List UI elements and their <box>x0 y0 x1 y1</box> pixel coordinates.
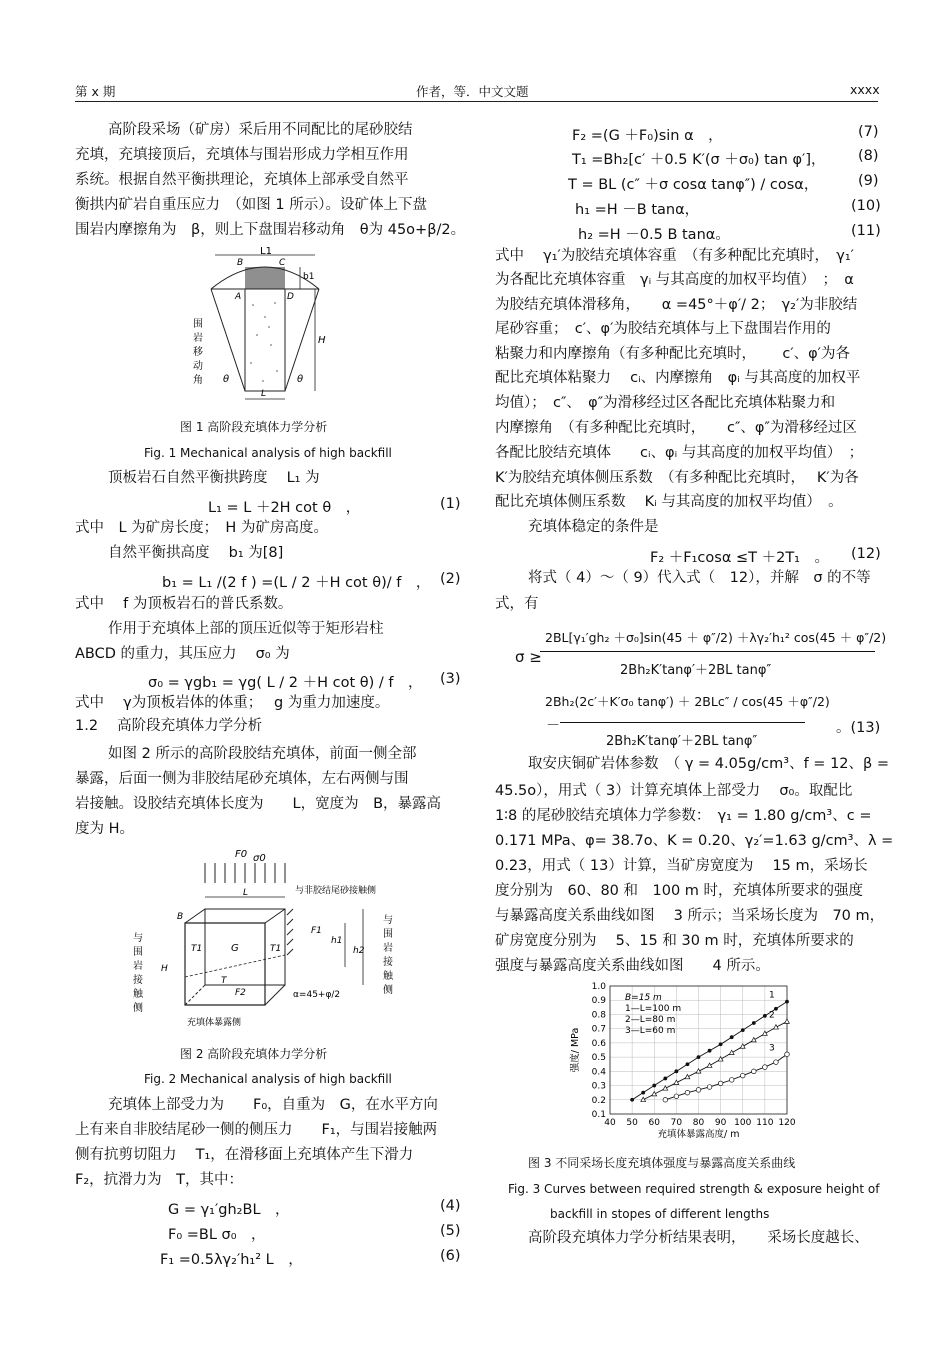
svg-text:触: 触 <box>133 989 143 1000</box>
paragraph-line: F₂，抗滑力为 T，其中： <box>75 1172 244 1188</box>
equation-5-number: (5) <box>440 1223 461 1239</box>
eq13-denominator-2: 2Bh₂K′tanφ′＋2BL tanφ″ <box>606 734 758 749</box>
paragraph-line: ABCD 的重力，其压应力 σ₀ 为 <box>75 646 290 662</box>
paragraph-line: 为胶结充填体滑移角， α =45°＋φ′/ 2； γ₂′为非胶结 <box>495 297 858 313</box>
label-H: H <box>318 335 326 346</box>
x-tick-label: 70 <box>670 1118 683 1128</box>
paragraph-line: 上有来自非胶结尾砂一侧的侧压力 F₁，与围岩接触两 <box>75 1122 438 1138</box>
legend-entry: B=15 m <box>625 993 662 1003</box>
paragraph-line: 各配比胶结充填体 cᵢ、φᵢ 与其高度的加权平均值） ； <box>495 445 864 461</box>
equation-1: L₁ = L ＋2H cot θ ， <box>208 500 361 516</box>
y-tick-label: 0.4 <box>591 1067 606 1078</box>
equation-7: F₂ =(G ＋F₀)sin α ， <box>572 128 723 144</box>
data-point <box>785 1019 790 1023</box>
x-tick-label: 110 <box>756 1118 774 1128</box>
equation-9: T = BL (c″ ＋σ cosα tanφ″) / cosα， <box>568 177 819 193</box>
label-H: H <box>161 964 168 974</box>
label-L1: L1 <box>260 246 272 257</box>
label-B: B <box>177 912 184 922</box>
paragraph-line: 尾砂容重； c′、φ′为胶结充填体与上下盘围岩作用的 <box>495 321 831 337</box>
figure-1-caption-en: Fig. 1 Mechanical analysis of high backfill <box>144 446 392 460</box>
label-F1: F1 <box>311 926 322 936</box>
paragraph-line: 45.5o），用式（ 3）计算充填体上部受力 σ₀。取配比 <box>495 783 853 799</box>
label-side-text <box>193 318 203 386</box>
slip-plane <box>185 955 285 977</box>
data-point <box>729 1050 734 1054</box>
legend-entry: 3—L=60 m <box>625 1026 676 1036</box>
label-G: G <box>231 943 239 954</box>
equation-11: h₂ =H －0.5 B tanα。 <box>578 227 730 243</box>
svg-text:围: 围 <box>193 319 203 330</box>
svg-text:触: 触 <box>383 971 393 982</box>
paragraph-line: 强度与暴露高度关系曲线如图 4 所示。 <box>495 958 770 974</box>
label-right-side <box>383 913 394 996</box>
data-point <box>707 1063 712 1067</box>
label-L: L <box>261 389 267 399</box>
header-right: xxxx <box>850 82 880 97</box>
figure-3-chart <box>555 978 805 1146</box>
label-A: A <box>235 292 242 302</box>
label-L: L <box>243 888 249 898</box>
eq13-fraction-bar-1 <box>540 651 875 652</box>
data-point <box>729 1078 734 1083</box>
equation-4: G = γ₁′gh₂BL ， <box>168 1202 290 1218</box>
svg-text:岩: 岩 <box>133 961 143 972</box>
svg-text:与: 与 <box>133 933 143 944</box>
svg-text:接: 接 <box>383 957 393 968</box>
eq13-numerator-1: 2BL[γ₁′gh₂ ＋σ₀]sin(45 ＋ φ″/2) ＋λγ₂′h₁² cos(45 ＋ φ″/2) <box>545 630 887 645</box>
equation-8-number: (8) <box>858 148 879 164</box>
data-point <box>718 1081 723 1086</box>
header-rule <box>75 101 878 102</box>
data-point <box>763 1065 768 1070</box>
paragraph-line: K′为胶结充填体侧压系数 （有多种配比充填时， K′为各 <box>495 470 859 486</box>
paragraph-line: 0.23，用式（ 13）计算，当矿房宽度为 15 m，采场长 <box>495 858 868 874</box>
paragraph-line: 衡拱内矿岩自重压应力 （如图 1 所示）。设矿体上下盘 <box>75 197 427 213</box>
figure-2-diagram <box>125 845 415 1033</box>
data-point <box>752 1069 757 1074</box>
equation-6-number: (6) <box>440 1248 461 1264</box>
backfill-column <box>245 289 285 391</box>
paragraph-line: 高阶段采场（矿房）采后用不同配比的尾砂胶结 <box>108 122 413 138</box>
label-F0: F0 <box>235 849 248 860</box>
paragraph-line: 取安庆铜矿岩体参数 （ γ = 4.05g/cm³、f = 12、β = <box>528 756 890 772</box>
legend-entry: 1—L=100 m <box>625 1004 682 1014</box>
data-point <box>674 1069 678 1073</box>
data-point <box>663 1097 668 1102</box>
paragraph-line: 侧有抗剪切阻力 T₁，在滑移面上充填体产生下滑力 <box>75 1147 414 1163</box>
data-point <box>740 1073 745 1078</box>
y-tick-label: 0.3 <box>591 1081 606 1092</box>
paragraph-line: 为各配比充填体容重 γᵢ 与其高度的加权平均值） ； α <box>495 272 854 288</box>
data-point <box>708 1049 712 1053</box>
svg-text:岩: 岩 <box>193 333 203 344</box>
series-label: 2 <box>769 1010 775 1021</box>
data-point <box>741 1028 745 1032</box>
paragraph-line: 如图 2 所示的高阶段胶结充填体，前面一侧全部 <box>108 746 417 762</box>
paragraph-line: 暴露，后面一侧为非胶结尾砂充填体，左右两侧与围 <box>75 771 409 787</box>
svg-text:岩: 岩 <box>383 943 393 954</box>
eq13-minus: － <box>546 718 560 734</box>
data-point <box>630 1098 634 1102</box>
data-point <box>696 1088 701 1093</box>
x-tick-label: 120 <box>778 1118 796 1128</box>
label-b1: b1 <box>303 272 315 282</box>
series-label: 3 <box>769 1043 775 1054</box>
data-point <box>663 1077 667 1081</box>
paragraph-line: 式中 γ₁′为胶结充填体容重 （有多种配比充填时， γ₁′ <box>495 248 854 264</box>
data-point <box>785 1052 790 1057</box>
series-line-3 <box>665 1054 787 1100</box>
equation-1-number: (1) <box>440 496 461 512</box>
svg-text:围: 围 <box>383 929 393 940</box>
label-h1: h1 <box>331 936 343 946</box>
data-point <box>740 1044 745 1048</box>
y-tick-label: 0.9 <box>591 996 606 1007</box>
label-T1-left: T1 <box>191 944 203 954</box>
svg-text:动: 动 <box>193 361 203 372</box>
section-heading: 1.2 高阶段充填体力学分析 <box>75 718 263 734</box>
paragraph-line: 将式（ 4）～（ 9）代入式（ 12），并解 σ 的不等 <box>528 570 871 586</box>
data-point <box>719 1042 723 1046</box>
load-arrows <box>205 863 285 883</box>
data-point <box>774 1060 779 1065</box>
paragraph-line: 高阶段充填体力学分析结果表明， 采场长度越长、 <box>528 1230 869 1246</box>
paragraph-line: 度分别为 60、80 和 100 m 时，充填体所要求的强度 <box>495 883 864 899</box>
data-point <box>707 1085 712 1090</box>
equation-10-number: (10) <box>851 198 881 214</box>
eq13-sigma: σ ≥ <box>515 648 542 666</box>
label-bottom-side: 充填体暴露侧 <box>187 1018 242 1028</box>
paragraph-line: 矿房宽度分别为 5、15 和 30 m 时，充填体所要求的 <box>495 933 854 949</box>
paragraph-line: 配比充填体粘聚力 cᵢ、内摩擦角 φᵢ 与其高度的加权平 <box>495 370 861 386</box>
label-F2: F2 <box>235 988 246 998</box>
label-D: D <box>287 292 294 302</box>
figure-3-caption-en-2: backfill in stopes of different lengths <box>550 1207 770 1221</box>
label-theta-right: θ <box>297 374 304 385</box>
paragraph-line: 式中 f 为顶板岩石的普氏系数。 <box>75 596 293 612</box>
data-point <box>686 1062 690 1066</box>
label-top-side: 与非胶结尾砂接触侧 <box>295 886 377 896</box>
y-tick-label: 0.1 <box>591 1110 606 1120</box>
header-issue: 第 x 期 <box>75 84 116 99</box>
y-tick-label: 0.2 <box>591 1095 606 1106</box>
x-tick-label: 90 <box>714 1118 727 1128</box>
paragraph-line: 式中 L 为矿房长度； H 为矿房高度。 <box>75 520 328 536</box>
figure-3-caption-cn: 图 3 不同采场长度充填体强度与暴露高度关系曲线 <box>528 1156 796 1170</box>
x-tick-label: 80 <box>692 1118 705 1128</box>
paragraph-line: 与暴露高度关系曲线如图 3 所示；当采场长度为 70 m， <box>495 908 885 924</box>
equation-7-number: (7) <box>858 124 879 140</box>
series-label: 1 <box>769 990 775 1001</box>
paragraph-line: 自然平衡拱高度 b₁ 为[8] <box>108 545 284 561</box>
paragraph-line: 充填体上部受力为 F₀，自重为 G，在水平方向 <box>108 1097 438 1113</box>
equation-5: F₀ =BL σ₀ ， <box>168 1227 266 1243</box>
data-point <box>730 1035 734 1039</box>
figure-2-caption-en: Fig. 2 Mechanical analysis of high backfill <box>144 1072 392 1086</box>
paragraph-line: 0.171 MPa、φ= 38.7o、K = 0.20、γ₂′=1.63 g/cm³、λ = <box>495 833 894 849</box>
label-theta-left: θ <box>223 374 230 385</box>
label-h2: h2 <box>353 946 365 956</box>
eq13-numerator-2: 2Bh₂(2c′＋K′σ₀ tanφ′) ＋ 2BLc″ / cos(45 ＋φ″/2) <box>545 694 830 709</box>
paragraph-line: 均值）； c″、 φ″为滑移经过区各配比充填体粘聚力和 <box>495 395 836 411</box>
eq13-denominator-1: 2Bh₂K′tanφ′＋2BL tanφ″ <box>620 663 772 678</box>
equation-2: b₁ = L₁ /(2 f ) =(L / 2 ＋H cot θ)/ f ， <box>162 575 431 591</box>
figure-1-caption-cn: 图 1 高阶段充填体力学分析 <box>180 420 328 434</box>
paragraph-line: 系统。根据自然平衡拱理论，充填体上部承受自然平 <box>75 172 409 188</box>
svg-text:接: 接 <box>133 975 143 986</box>
data-point <box>762 1031 767 1035</box>
data-point <box>697 1055 701 1059</box>
paragraph-line: 内摩擦角 （有多种配比充填时， c″、φ″为滑移经过区 <box>495 420 857 436</box>
y-tick-label: 0.6 <box>591 1038 606 1049</box>
side-hatch <box>287 909 293 955</box>
paragraph-line: 度为 H。 <box>75 821 135 837</box>
x-tick-label: 40 <box>604 1118 616 1128</box>
svg-text:侧: 侧 <box>383 985 393 996</box>
svg-text:角: 角 <box>193 375 203 386</box>
paragraph-line: 充填，充填接顶后，充填体与围岩形成力学相互作用 <box>75 147 409 163</box>
paragraph-line: 岩接触。设胶结充填体长度为 L，宽度为 B，暴露高 <box>75 796 442 812</box>
y-tick-label: 0.5 <box>591 1053 606 1064</box>
data-point <box>751 1037 756 1041</box>
eq13-fraction-bar-2 <box>560 722 805 723</box>
equation-11-number: (11) <box>851 223 881 239</box>
paragraph-line: 顶板岩石自然平衡拱跨度 L₁ 为 <box>108 470 320 486</box>
y-tick-label: 1.0 <box>591 982 606 992</box>
paragraph-line: 1∶8 的尾砂胶结充填体力学参数： γ₁ = 1.80 g/cm³、c = <box>495 808 872 824</box>
label-T1-right: T1 <box>270 944 282 954</box>
paragraph-line: 式中 γ为顶板岩体的体重； g 为重力加速度。 <box>75 695 390 711</box>
x-tick-label: 60 <box>648 1118 660 1128</box>
y-tick-label: 0.8 <box>591 1010 606 1021</box>
x-tick-label: 50 <box>626 1118 638 1128</box>
paragraph-line: 配比充填体侧压系数 Kᵢ 与其高度的加权平均值） 。 <box>495 494 843 510</box>
legend-entry: 2—L=80 m <box>625 1015 676 1025</box>
svg-text:移: 移 <box>193 347 203 358</box>
y-axis-label: 强度/ MPa <box>570 1027 581 1073</box>
equation-10: h₁ =H －B tanα， <box>575 202 700 218</box>
x-tick-label: 100 <box>734 1118 752 1128</box>
figure-3-caption-en-1: Fig. 3 Curves between required strength & exposure height of <box>508 1182 880 1196</box>
y-tick-label: 0.7 <box>591 1024 606 1035</box>
paragraph-line: 作用于充填体上部的顶压近似等于矩形岩柱 <box>108 621 384 637</box>
x-axis-label: 充填体暴露高度/ m <box>657 1129 740 1140</box>
figure-1-diagram <box>185 245 335 405</box>
label-alpha: α=45+φ/2 <box>293 990 341 1000</box>
equation-12: F₂ ＋F₁cosα ≤T ＋2T₁ 。 <box>650 550 829 566</box>
svg-text:围: 围 <box>133 947 143 958</box>
label-T: T <box>221 976 227 986</box>
equation-3-number: (3) <box>440 671 461 687</box>
paragraph-line: 式，有 <box>495 596 539 612</box>
equation-9-number: (9) <box>858 173 879 189</box>
header-title: 作者，等．中文文题 <box>416 84 529 99</box>
equation-13-number: 。(13) <box>836 720 881 736</box>
label-sigma0: σ0 <box>253 853 266 864</box>
equation-3: σ₀ = γgb₁ = γg( L / 2 ＋H cot θ) / f ， <box>148 675 423 691</box>
equation-2-number: (2) <box>440 571 461 587</box>
roof-arch-block <box>245 267 285 289</box>
label-left-side <box>133 931 144 1014</box>
equation-6: F₁ =0.5λγ₂′h₁² L ， <box>160 1252 303 1268</box>
data-point <box>641 1091 645 1095</box>
paragraph-line: 充填体稳定的条件是 <box>528 519 659 535</box>
label-C: C <box>279 258 286 268</box>
equation-4-number: (4) <box>440 1198 461 1214</box>
data-point <box>674 1094 679 1099</box>
equation-8: T₁ =Bh₂[c′ ＋0.5 K′(σ ＋σ₀) tan φ′]， <box>572 152 826 168</box>
paragraph-line: 粘聚力和内摩擦角（有多种配比充填时， c′、φ′为各 <box>495 346 850 362</box>
label-B: B <box>237 258 244 268</box>
svg-text:侧: 侧 <box>133 1003 143 1014</box>
svg-text:与: 与 <box>383 915 393 926</box>
paragraph-line: 围岩内摩擦角为 β，则上下盘围岩移动角 θ为 45o+β/2。 <box>75 222 466 238</box>
figure-2-caption-cn: 图 2 高阶段充填体力学分析 <box>180 1047 328 1061</box>
data-point <box>652 1084 656 1088</box>
data-point <box>685 1090 690 1095</box>
data-point <box>763 1014 767 1018</box>
data-point <box>785 1000 789 1004</box>
data-point <box>752 1021 756 1025</box>
equation-12-number: (12) <box>851 546 881 562</box>
